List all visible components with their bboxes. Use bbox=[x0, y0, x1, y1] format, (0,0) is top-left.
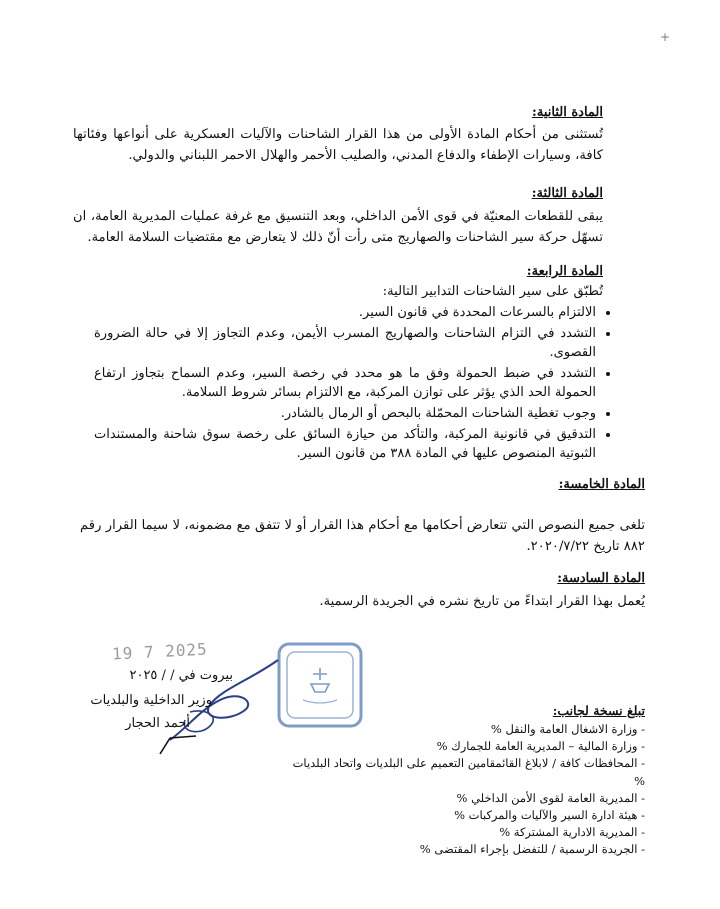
cc-list bbox=[285, 721, 645, 859]
article-2-title: المادة الثانية: bbox=[532, 105, 603, 120]
cc-item: - الجريدة الرسمية / للتفضل بإجراء المقتضى % bbox=[285, 841, 645, 858]
measure-item: • التدقيق في قانونية المركبة، والتأكد من حيازة السائق على رخصة سوق شاحنة والمستندات الثبوتية المنصوص عليها في المادة ٣٨٨ من قانون السير. bbox=[94, 425, 596, 463]
signature-name: أحمد الحجار bbox=[125, 716, 190, 731]
signature-date-line: بيروت في / / ٢٠٢٥ bbox=[129, 668, 233, 683]
article-5-title: المادة الخامسة: bbox=[558, 477, 645, 492]
cc-item: - وزارة الاشغال العامة والنقل % bbox=[285, 721, 645, 738]
measure-item: • وجوب تغطية الشاحنات المحمّلة بالبحص أو الرمال بالشادر. bbox=[94, 404, 596, 423]
margin-mark: + bbox=[660, 30, 671, 44]
cc-item: - وزارة المالية – المديرية العامة للجمارك % bbox=[285, 738, 645, 755]
cc-title: تبلغ نسخة لجانب: bbox=[552, 703, 645, 718]
receipt-stamp-date: 19 7 2025 bbox=[111, 639, 209, 664]
cc-item: - المديرية الادارية المشتركة % bbox=[285, 824, 645, 841]
article-4-measures bbox=[94, 303, 614, 465]
cc-item: - المحافظات كافة / لابلاغ القائمقامين التعميم على البلديات واتحاد البلديات % bbox=[285, 755, 645, 789]
measure-item: • الالتزام بالسرعات المحددة في قانون السير. bbox=[94, 303, 596, 322]
article-6-text: يُعمل بهذا القرار ابتداءً من تاريخ نشره في الجريدة الرسمية. bbox=[319, 594, 645, 609]
article-6-title: المادة السادسة: bbox=[557, 571, 645, 586]
article-5-text: تلغى جميع النصوص التي تتعارض أحكامها مع أحكام هذا القرار أو لا تتفق مع مضمونه، لا سيما القرار رقم ٨٨٢ تاريخ ٢٠٢٠/٧/٢٢. bbox=[80, 518, 645, 554]
article-4-title: المادة الرابعة: bbox=[526, 264, 603, 279]
article-3-text: يبقى للقطعات المعنيّة في قوى الأمن الداخلي، وبعد التنسيق مع غرفة عمليات المديرية العامة، ان تسهّل حركة سير الشاحنات والصهاريج متى رأت أنّ ذلك لا يتعارض مع مقتضيات السلامة العامة. bbox=[73, 209, 603, 245]
article-2-text: تُستثنى من أحكام المادة الأولى من هذا القرار الشاحنات والآليات العسكرية على أنواعها وفئاتها كافة، وسيارات الإطفاء والدفاع المدني، والصليب الأحمر والهلال الاحمر اللبناني والدولي. bbox=[73, 127, 603, 163]
measure-item: • التشدد في ضبط الحمولة وفق ما هو محدد في رخصة السير، وعدم السماح بتجاوز ارتفاع الحمولة الحد الذي يؤثر على توازن المركبة، مع الالتزام بسائر شروط السلامة. bbox=[94, 364, 596, 402]
article-4-intro: تُطبّق على سير الشاحنات التدابير التالية: bbox=[382, 284, 603, 299]
cc-item: - هيئة ادارة السير والآليات والمركبات % bbox=[285, 807, 645, 824]
article-3-title: المادة الثالثة: bbox=[531, 186, 603, 201]
measure-item: • التشدد في التزام الشاحنات والصهاريج المسرب الأيمن، وعدم التجاوز إلا في حالة الضرورة القصوى. bbox=[94, 324, 596, 362]
cc-item: - المديرية العامة لقوى الأمن الداخلي % bbox=[285, 790, 645, 807]
signature-role: وزير الداخلية والبلديات bbox=[90, 693, 212, 708]
